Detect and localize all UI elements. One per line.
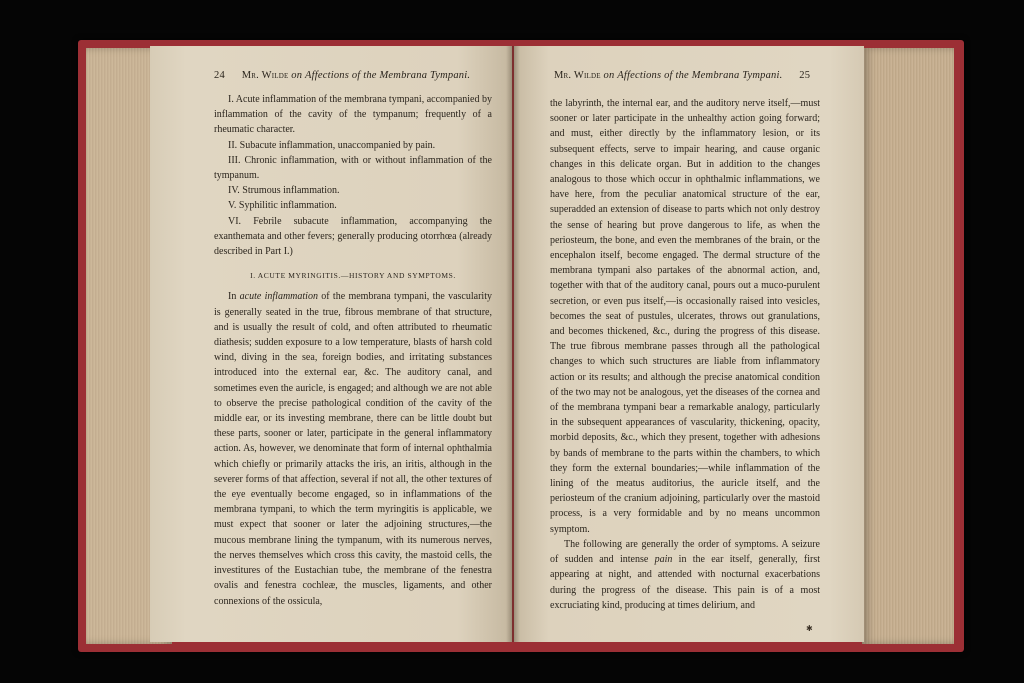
right-page-text (550, 96, 820, 613)
right-running-head-on: on (603, 70, 615, 81)
book-gutter (506, 46, 520, 642)
right-page-edges (862, 48, 954, 644)
list-item-4: IV. Strumous inflammation. (228, 185, 340, 197)
left-page (150, 46, 512, 642)
left-running-head (214, 70, 470, 81)
right-paragraph-2 (550, 537, 820, 613)
right-para2-rest: in the ear itself, generally, first appearing at night, and attended with nocturnal exacerbations during the progress of the disease. This pain is of a most excruciating kind, producing at times delirium, and (550, 554, 820, 611)
right-running-head-title: Affections of the Membrana Tympani. (617, 70, 783, 81)
list-item-5: V. Syphilitic inflammation. (228, 200, 337, 212)
right-page-number: 25 (799, 70, 811, 81)
right-paragraph-1: the labyrinth, the internal ear, and the auditory nerve itself,—must sooner or later participate in the unhealthy action going forward; and must, either directly by the inflammatory lesion, or its subsequent effects, serve to impair hearing, and cause organic changes in this delicate organ. But in addition to the changes analogous to those which occur in ophthalmic inflammations, we have here, from the peculiar anatomical structure of the ear, superadded an extension of disease to parts which not only destroy the sense of hearing but prove dangerous to life, as when the periosteum, the bone, and even the membranes of the brain, or the encephalon itself, become engaged. The dermal structure of the membrana tympani also partakes of the abnormal action, and, together with that of the auditory canal, pours out a muco-purulent secretion, or even pus itself,—is occasionally raised into vesicles, becomes the seat of pustules, ulcerates, throws out granulations, and becomes thickened, &c., during the progress of this disease. The true fibrous membrane passes through all the pathological changes to which such structures are liable from inflammatory action or its results; and although the precise anatomical condition of the two may not be analogous, yet the diseases of the cornea and of the membrana tympani bear a remarkable analogy, particularly in the subsequent appearances of vascularity, thickening, opacity, morbid deposits, &c., which they present, together with adhesions by bands of membrane to the parts within the chambers, to which they form the external boundaries;—while inflammation of the lining of the meatus auditorius, the auricle itself, and the periosteum of the cranium adjoining, particularly over the mastoid process, is a very formidable and by no means uncommon symptom. (550, 98, 820, 535)
right-para2-lead: The following are generally the order of symptoms. A seizure of sudden and intense (550, 538, 820, 566)
section-heading: I. ACUTE MYRINGITIS.—HISTORY AND SYMPTOMS. (250, 271, 456, 281)
left-para-italic: acute inflammation (239, 291, 318, 303)
list-item-1: I. Acute inflammation of the membrana tympani, accompanied by inflammation of the cavity of the tympanum; frequently of a rheumatic character. (214, 94, 492, 136)
left-page-text (214, 92, 492, 609)
left-page-number: 24 (214, 70, 225, 81)
left-body-paragraph (214, 289, 492, 608)
left-running-head-on: on (291, 70, 303, 81)
left-running-head-title: Affections of the Membrana Tympani. (305, 70, 471, 81)
right-running-head-author: Mr. Wilde (554, 70, 601, 81)
list-item-6: VI. Febrile subacute inflammation, accompanying the exanthemata and other fevers; generally producing otorrhœa (already described in Part I.) (214, 215, 492, 258)
left-para-lead: In (228, 291, 240, 303)
list-item-3: III. Chronic inflammation, with or without inflammation of the tympanum. (214, 154, 492, 182)
right-para2-italic: pain (654, 554, 673, 566)
right-page (514, 46, 864, 642)
left-running-head-author: Mr. Wilde (241, 70, 289, 81)
right-running-head (554, 70, 810, 81)
left-para-rest: of the membrana tympani, the vascularity is generally seated in the true, fibrous membrane of that structure, and is usually the result of cold, and often attributed to rheumatic diathesis; sudden exposure to a low temperature, blasts of harsh cold wind, diving in the sea, foreign bodies, and irritating substances introduced into the external ear, &c. The auditory canal, and sometimes even the auricle, is engaged; and although we are not able to observe the precise pathological condition of the cavity of the middle ear, or its investing membrane, there can be little doubt but these parts, sooner or later, participate in the general inflammatory action. As, however, we denominate that form of internal ophthalmia which chiefly or primarily attacks the iris, an iritis, although in the severer forms of that affection, several if not all, the other textures of the eye eventually become engaged, so in inflammations of the membrana tympani, to which the term myringitis is applicable, we must expect that sooner or later the adjoining structures,—the mucous membrane lining the tympanum, with its numerous nerves, the nerves themselves which cross this cavity, the mastoid cells, the investitures of the Eustachian tube, the membrane of the fenestra ovalis and fenestra cochleæ, the muscles, ligaments, and other connexions of the ossicula, (214, 291, 492, 607)
printer-mark-icon: ✱ (806, 624, 813, 633)
list-item-2: II. Subacute inflammation, unaccompanied by pain. (228, 139, 436, 151)
